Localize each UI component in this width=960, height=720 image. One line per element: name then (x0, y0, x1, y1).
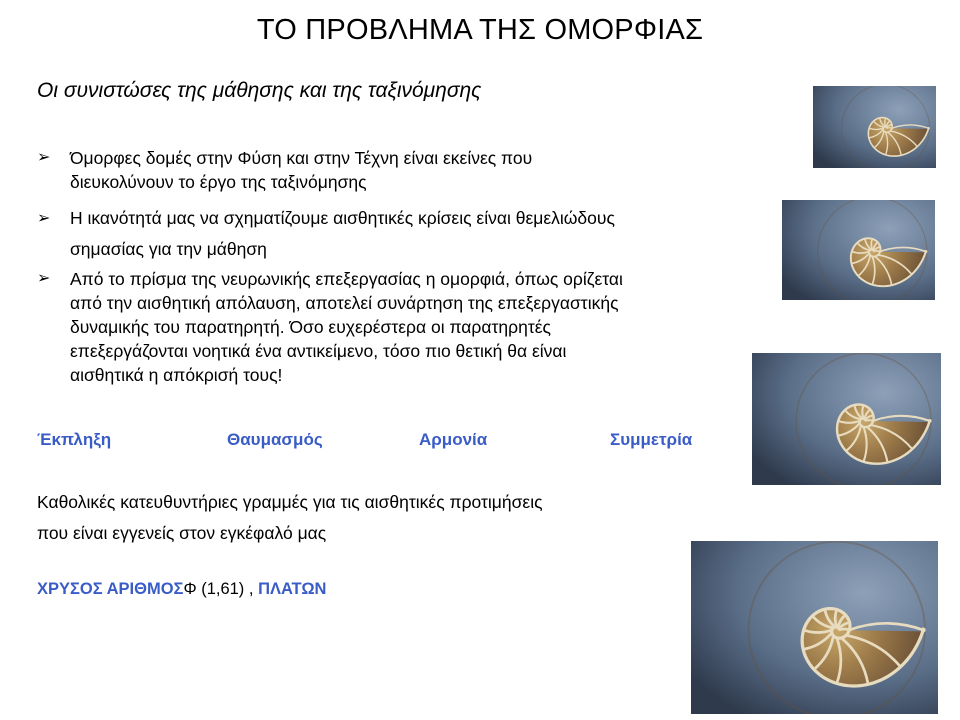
bullet-line: Από το πρίσμα της νευρωνικής επεξεργασίας η ομορφιά, όπως ορίζεται (70, 269, 623, 289)
bullet-item (37, 203, 757, 265)
bullet-item (37, 146, 757, 194)
keyword-surprise: Έκπληξη (37, 430, 112, 449)
nautilus-shell-image-4 (691, 541, 938, 714)
statement-line: Καθολικές κατευθυντήριες γραμμές για τις αισθητικές προτιμήσεις (37, 492, 543, 512)
bullet-line: επεξεργάζονται νοητικά ένα αντικείμενο, τόσο πιο θετική θα είναι (70, 341, 567, 361)
bullet-list (37, 146, 757, 387)
slide-title: ΤΟ ΠΡΟΒΛΗΜΑ ΤΗΣ ΟΜΟΡΦΙΑΣ (256, 14, 704, 46)
bullet-line: από την αισθητική απόλαυση, αποτελεί συνάρτηση της επεξεργαστικής (70, 293, 619, 313)
bullet-line: Όμορφες δομές στην Φύση και στην Τέχνη είναι εκείνες που (70, 148, 533, 168)
bullet-line: δυναμικής του παρατηρητή. Όσο ευχερέστερα οι παρατηρητές (70, 317, 551, 337)
arrow-bullet-icon: ➢ (37, 149, 51, 166)
golden-ratio-line (37, 580, 326, 599)
bullet-line: Η ικανότητά μας να σχηματίζουμε αισθητικές κρίσεις είναι θεμελιώδους (70, 208, 615, 228)
nautilus-shell-image-3 (752, 353, 941, 485)
bullet-line: σημασίας για την μάθηση (70, 239, 267, 259)
bullet-line: διευκολύνουν το έργο της ταξινόμησης (70, 172, 367, 192)
golden-ratio-value: Φ (1,61) , (183, 580, 254, 598)
slide-subtitle: Οι συνιστώσες της μάθησης και της ταξινόμησης (37, 79, 482, 102)
keyword-harmony: Αρμονία (419, 430, 488, 449)
golden-ratio-author: ΠΛΑΤΩΝ (258, 580, 327, 598)
bullet-line: αισθητικά η απόκρισή τους! (70, 365, 283, 385)
golden-ratio-label: ΧΡΥΣΟΣ ΑΡΙΘΜΟΣ (37, 580, 184, 598)
keyword-symmetry: Συμμετρία (610, 430, 693, 449)
keyword-wonder: Θαυμασμός (227, 430, 323, 449)
arrow-bullet-icon: ➢ (37, 210, 51, 227)
nautilus-shell-image-1 (813, 86, 936, 168)
bullet-item (37, 267, 757, 387)
keyword-row (37, 430, 757, 456)
statement-text (37, 487, 543, 549)
nautilus-shell-image-2 (782, 200, 935, 300)
arrow-bullet-icon: ➢ (37, 270, 51, 287)
statement-line: που είναι εγγενείς στον εγκέφαλό μας (37, 523, 327, 543)
